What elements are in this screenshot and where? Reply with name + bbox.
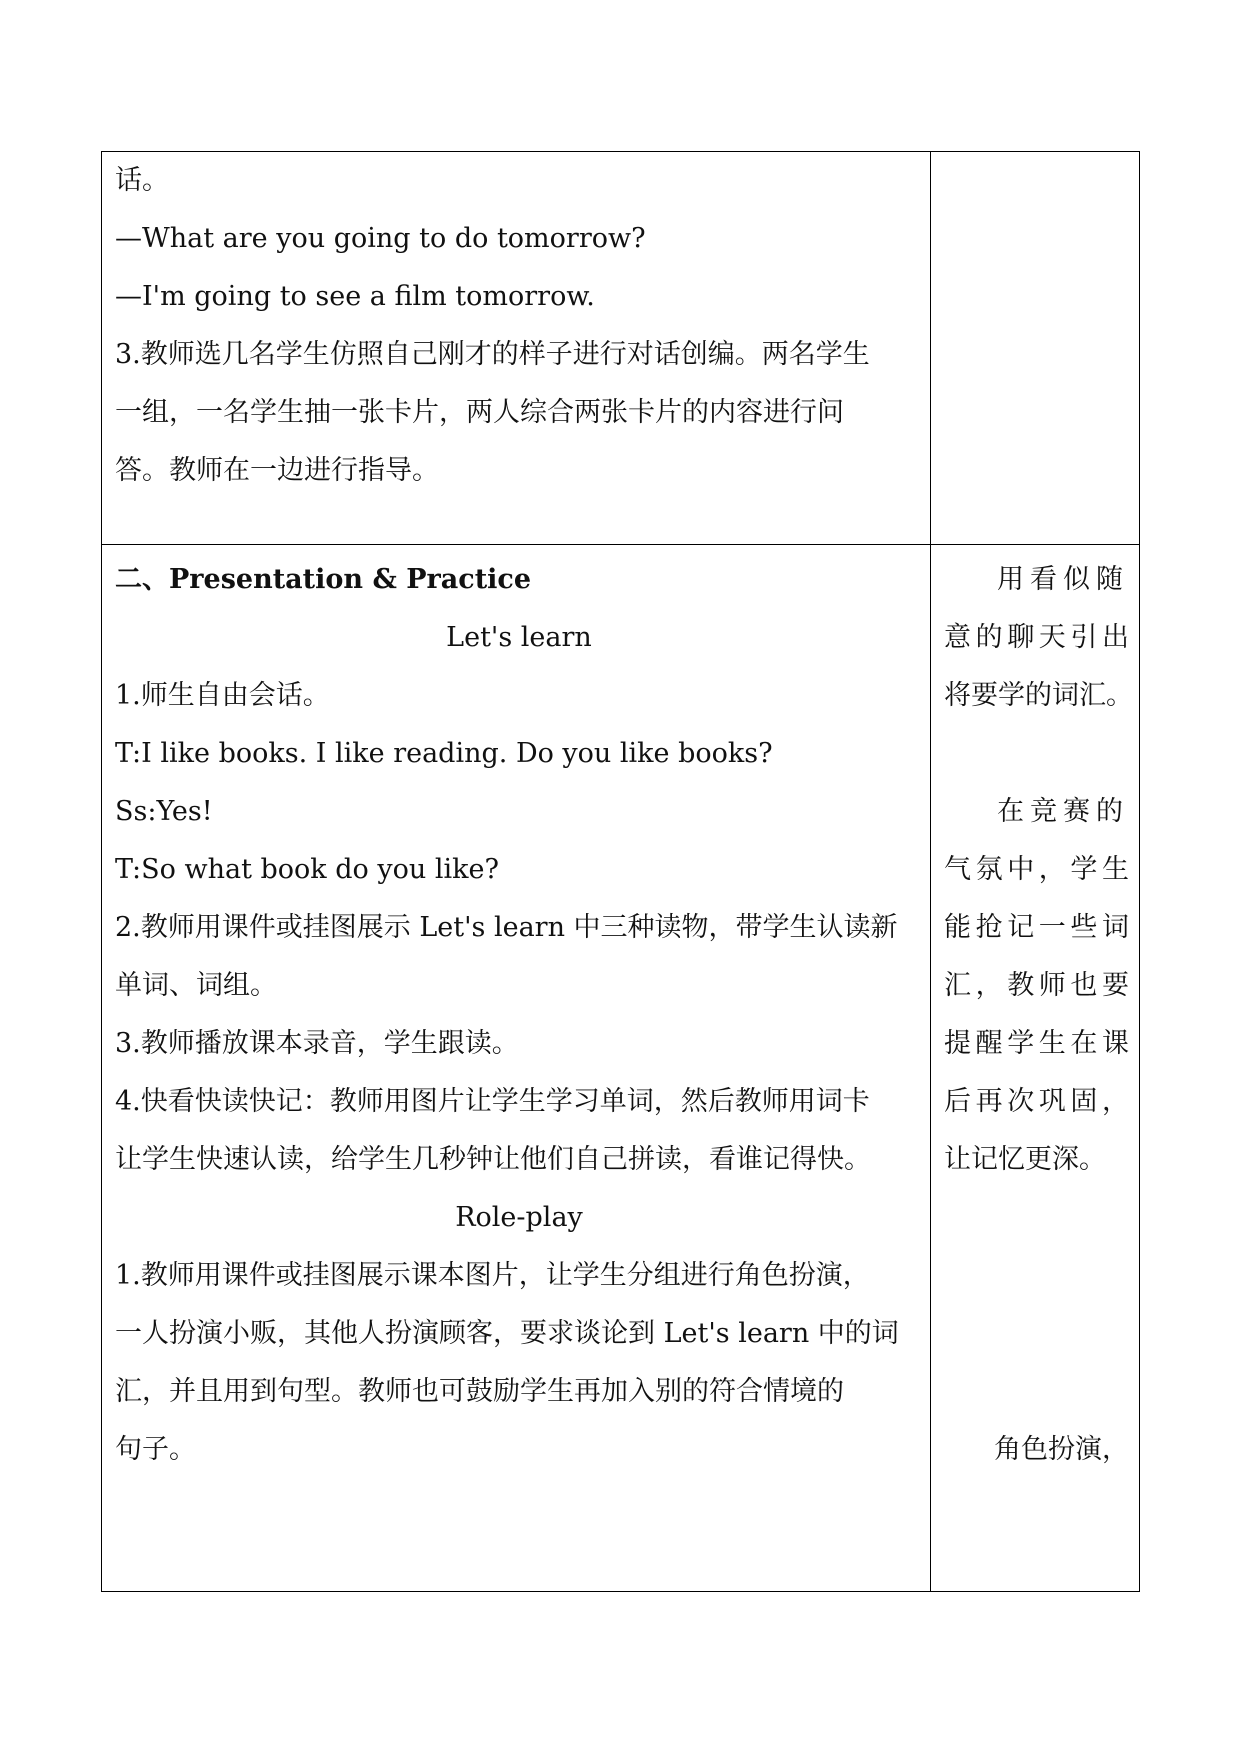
lesson-plan-table bbox=[101, 151, 1140, 1592]
learn-line: 3.教师播放课本录音，学生跟读。 bbox=[115, 1028, 519, 1059]
section-heading: 二、Presentation & Practice bbox=[115, 564, 532, 595]
row1-line: 答。教师在一边进行指导。 bbox=[115, 455, 439, 486]
learn-line: 4.快看快读快记：教师用图片让学生学习单词，然后教师用词卡 bbox=[115, 1086, 870, 1117]
role-line: 1.教师用课件或挂图展示课本图片，让学生分组进行角色扮演， bbox=[115, 1260, 870, 1291]
learn-line: T:So what book do you like? bbox=[115, 854, 499, 885]
row1-line: —What are you going to do tomorrow? bbox=[115, 223, 646, 254]
table-border-top bbox=[101, 151, 1140, 152]
role-line: 一人扮演小贩，其他人扮演顾客，要求谈论到 Let's learn 中的词 bbox=[115, 1318, 899, 1349]
note-line: 将要学的词汇。 bbox=[944, 680, 1133, 711]
column-divider bbox=[930, 151, 931, 1592]
learn-line: 2.教师用课件或挂图展示 Let's learn 中三种读物，带学生认读新 bbox=[115, 912, 898, 943]
note-line: 让记忆更深。 bbox=[944, 1144, 1106, 1175]
learn-line: 1.师生自由会话。 bbox=[115, 680, 330, 711]
note-line: 角色扮演， bbox=[994, 1434, 1129, 1465]
learn-line: T:I like books. I like reading. Do you like books? bbox=[115, 738, 773, 769]
row1-line: 3.教师选几名学生仿照自己刚才的样子进行对话创编。两名学生 bbox=[115, 339, 870, 370]
note-line: 能抢记一些词 bbox=[944, 912, 1129, 943]
learn-line: Ss:Yes! bbox=[115, 796, 213, 827]
row1-line: —I'm going to see a film tomorrow. bbox=[115, 281, 595, 312]
subheading-role-play: Role-play bbox=[455, 1202, 583, 1233]
note-line: 后再次巩固， bbox=[944, 1086, 1129, 1117]
learn-line: 单词、词组。 bbox=[115, 970, 277, 1001]
table-border-left bbox=[101, 151, 102, 1592]
row1-line: 话。 bbox=[115, 165, 169, 196]
role-line: 句子。 bbox=[115, 1434, 196, 1465]
row-divider bbox=[101, 544, 1140, 545]
learn-line: 让学生快速认读，给学生几秒钟让他们自己拼读，看谁记得快。 bbox=[115, 1144, 871, 1175]
note-line: 提醒学生在课 bbox=[944, 1028, 1129, 1059]
note-line: 气氛中，学生 bbox=[944, 854, 1129, 885]
note-line: 汇，教师也要 bbox=[944, 970, 1129, 1001]
table-border-right bbox=[1139, 151, 1140, 1592]
note-line: 在竞赛的 bbox=[997, 796, 1129, 827]
role-line: 汇，并且用到句型。教师也可鼓励学生再加入别的符合情境的 bbox=[115, 1376, 844, 1407]
table-border-bottom bbox=[101, 1591, 1140, 1592]
row1-line: 一组，一名学生抽一张卡片，两人综合两张卡片的内容进行问 bbox=[115, 397, 844, 428]
subheading-lets-learn: Let's learn bbox=[446, 622, 592, 653]
note-line: 用看似随 bbox=[997, 564, 1129, 595]
note-line: 意的聊天引出 bbox=[944, 622, 1129, 653]
